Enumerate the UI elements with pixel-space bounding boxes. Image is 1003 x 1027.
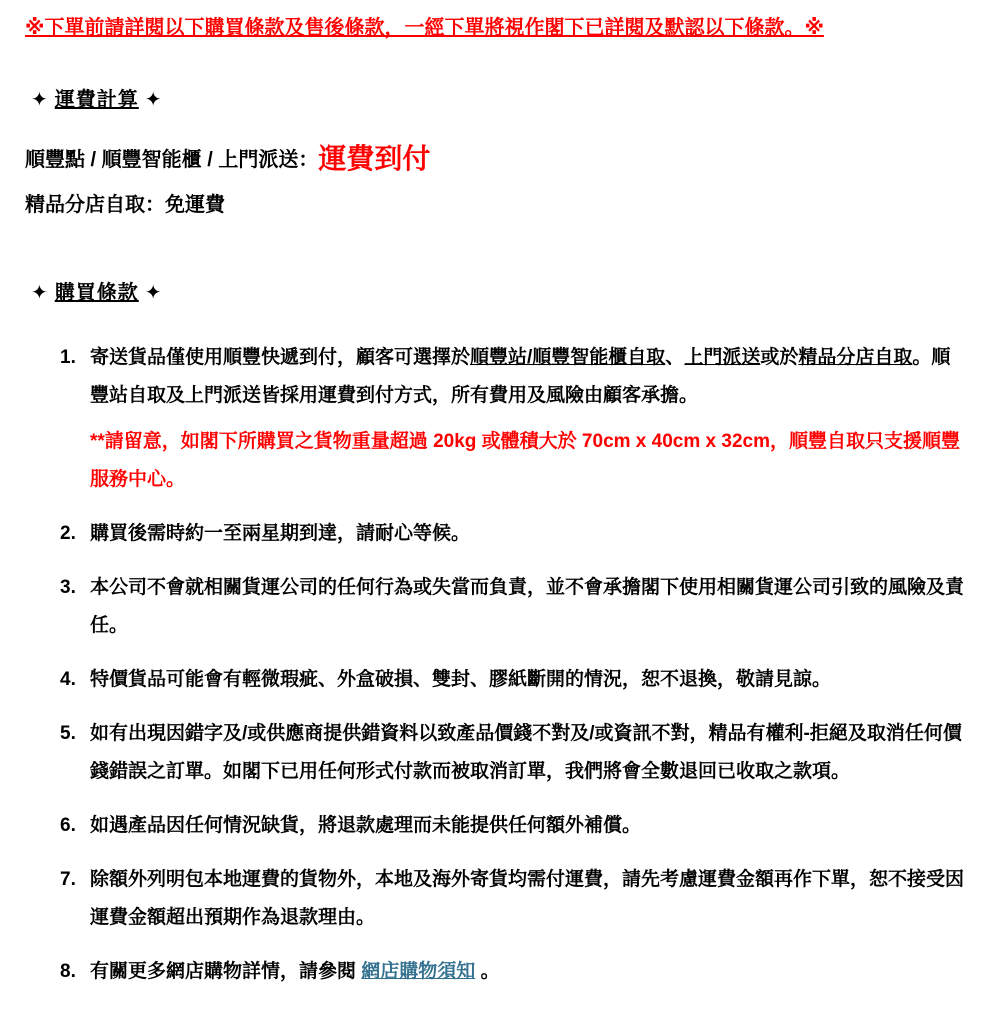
term-1-seg: 寄送貨品僅使用順豐快遞到付，顧客可選擇於 [90,347,471,368]
shipping-methods-label: 順豐點 / 順豐智能櫃 / 上門派送： [25,149,319,171]
shipping-section-heading [25,88,965,112]
term-number: 5. [60,723,76,744]
shopping-guide-link[interactable]: 網店購物須知 [361,961,476,982]
term-text [90,339,965,499]
term-text: 如有出現因錯字及/或供應商提供錯資料以致產品價錢不對及/或資訊不對，精品有權利-拒絕及取消任何價錢錯誤之訂單。如閣下已用任何形式付款而被取消訂單，我們將會全數退回已收取之款項。 [90,723,962,782]
term-1-seg: 或於 [760,347,799,368]
term-number: 4. [60,669,76,690]
term-text: 如遇產品因任何情況缺貨，將退款處理而未能提供任何額外補償。 [90,815,642,836]
store-pickup-underlined: 精品分店自取 [798,347,913,368]
term-number: 7. [60,869,76,890]
term-1-seg: 。順豐站自取及上門派送皆採用運費到付方式，所有費用及風險由顧客承擔。 [90,347,951,406]
term-item-4 [60,661,965,699]
term-item-3 [60,569,965,645]
terms-heading-text: 購買條款 [54,282,139,304]
term-text: 特價貨品可能會有輕微瑕疵、外盒破損、雙封、膠紙斷開的情況，恕不退換，敬請見諒。 [90,669,832,690]
term-item-8 [60,953,965,991]
door-delivery-underlined: 上門派送 [684,347,761,368]
term-number: 1. [60,347,76,368]
shipping-methods-line [25,142,965,177]
term-number: 2. [60,523,76,544]
term-item-1 [60,339,965,499]
store-pickup-line: 精品分店自取：免運費 [25,194,225,216]
term-8-suffix: 。 [475,961,500,982]
sf-pickup-underlined: 順豐站/順豐智能櫃自取 [470,347,666,368]
pre-order-notice: ※下單前請詳閱以下購買條款及售後條款，一經下單將視作閣下已詳閱及默認以下條款。※ [25,17,824,39]
term-number: 8. [60,961,76,982]
term-item-5 [60,715,965,791]
term-item-6 [60,807,965,845]
weight-limit-note: **請留意，如閣下所購買之貨物重量超過 20kg 或體積大於 70cm x 40cm x 32cm，順豐自取只支援順豐服務中心。 [90,431,960,490]
term-number: 6. [60,815,76,836]
term-text: 購買後需時約一至兩星期到達，請耐心等候。 [90,523,471,544]
term-item-2 [60,515,965,553]
term-item-7 [60,861,965,937]
term-number: 3. [60,577,76,598]
shipping-cod-value: 運費到付 [318,143,431,174]
term-text [90,953,965,991]
star-icon: ✦ [31,282,49,304]
terms-list [25,339,965,991]
shipping-heading-text: 運費計算 [54,89,139,111]
term-8-prefix: 有關更多網店購物詳情，請參閱 [90,961,362,982]
star-icon: ✦ [144,282,163,304]
term-text: 本公司不會就相關貨運公司的任何行為或失當而負責，並不會承擔閣下使用相關貨運公司引致的風險及責任。 [90,577,965,636]
term-text: 除額外列明包本地運費的貨物外，本地及海外寄貨均需付運費，請先考慮運費金額再作下單，恕不接受因運費金額超出預期作為退款理由。 [90,869,965,928]
term-1-seg: 、 [665,347,685,368]
star-icon: ✦ [144,89,163,111]
terms-section-heading [25,281,965,305]
star-icon: ✦ [31,89,49,111]
